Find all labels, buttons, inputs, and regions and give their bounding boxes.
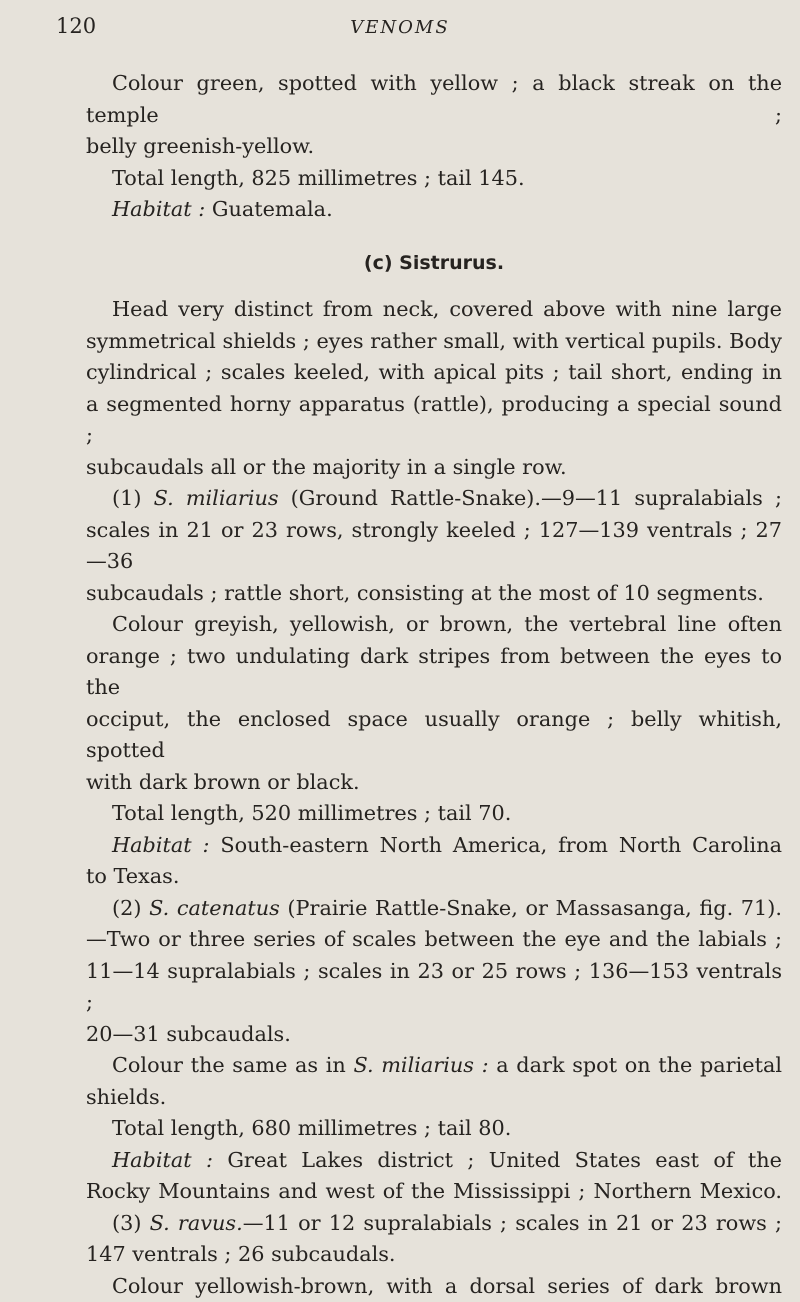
habitat-value: South-eastern North America, from North Carolina <box>210 833 783 857</box>
genus-line: subcaudals all or the majority in a single row. <box>86 452 782 484</box>
species-name: S. ravus. <box>150 1211 243 1235</box>
species2-habitat: Rocky Mountains and west of the Mississippi ; Northern Mexico. <box>86 1176 782 1208</box>
genus-line: Head very distinct from neck, covered above with nine large <box>86 294 782 326</box>
species2-habitat <box>86 1145 782 1177</box>
species2-colour <box>86 1050 782 1082</box>
species-number: (3) <box>112 1211 150 1235</box>
habitat-label: Habitat : <box>112 1148 213 1172</box>
intro-length: Total length, 825 millimetres ; tail 145. <box>86 163 782 195</box>
species1-colour: occiput, the enclosed space usually orange ; belly whitish, spotted <box>86 704 782 767</box>
species2-line: —Two or three series of scales between the eye and the labials ; <box>86 924 782 956</box>
colour-text: a dark spot on the parietal <box>489 1053 782 1077</box>
species2-line: 11—14 supralabials ; scales in 23 or 25 rows ; 136—153 ventrals ; <box>86 956 782 1019</box>
species1-habitat <box>86 830 782 862</box>
species1-colour: with dark brown or black. <box>86 767 782 799</box>
species1-line: subcaudals ; rattle short, consisting at the most of 10 segments. <box>86 578 782 610</box>
species2-line: 20—31 subcaudals. <box>86 1019 782 1051</box>
page-number: 120 <box>56 14 96 38</box>
genus-line: a segmented horny apparatus (rattle), producing a special sound ; <box>86 389 782 452</box>
section-heading: (c) Sistrurus. <box>86 248 782 280</box>
running-head: VENOMS <box>0 17 800 38</box>
intro-habitat <box>86 194 782 226</box>
habitat-value: Guatemala. <box>205 197 332 221</box>
species-number: (2) <box>112 896 149 920</box>
species1-colour: Colour greyish, yellowish, or brown, the vertebral line often <box>86 609 782 641</box>
species1-line <box>86 483 782 515</box>
habitat-value: Great Lakes district ; United States east of the <box>213 1148 782 1172</box>
species1-colour: orange ; two undulating dark stripes from between the eyes to the <box>86 641 782 704</box>
species-name: S. catenatus <box>149 896 280 920</box>
species-text: —11 or 12 supralabials ; scales in 21 or 23 rows ; <box>243 1211 782 1235</box>
habitat-label: Habitat : <box>112 197 205 221</box>
genus-line: cylindrical ; scales keeled, with apical pits ; tail short, ending in <box>86 357 782 389</box>
genus-line: symmetrical shields ; eyes rather small, with vertical pupils. Body <box>86 326 782 358</box>
species-name: S. miliarius : <box>353 1053 488 1077</box>
species3-line: 147 ventrals ; 26 subcaudals. <box>86 1239 782 1271</box>
species2-line <box>86 893 782 925</box>
species1-habitat: to Texas. <box>86 861 782 893</box>
species1-length: Total length, 520 millimetres ; tail 70. <box>86 798 782 830</box>
habitat-label: Habitat : <box>112 833 210 857</box>
page-body <box>86 68 782 1302</box>
species-number: (1) <box>112 486 154 510</box>
page-header <box>0 14 800 44</box>
species1-line: scales in 21 or 23 rows, strongly keeled ; 127—139 ventrals ; 27—36 <box>86 515 782 578</box>
species-text: (Prairie Rattle-Snake, or Massasanga, fig. 71). <box>280 896 782 920</box>
species-text: (Ground Rattle-Snake).—9—11 supralabials ; <box>279 486 782 510</box>
species2-length: Total length, 680 millimetres ; tail 80. <box>86 1113 782 1145</box>
intro-line: belly greenish-yellow. <box>86 131 782 163</box>
species2-colour: shields. <box>86 1082 782 1114</box>
species3-line <box>86 1208 782 1240</box>
intro-line: Colour green, spotted with yellow ; a black streak on the temple ; <box>86 68 782 131</box>
colour-text: Colour the same as in <box>112 1053 353 1077</box>
species-name: S. miliarius <box>154 486 279 510</box>
species3-colour: Colour yellowish-brown, with a dorsal series of dark brown <box>86 1271 782 1302</box>
